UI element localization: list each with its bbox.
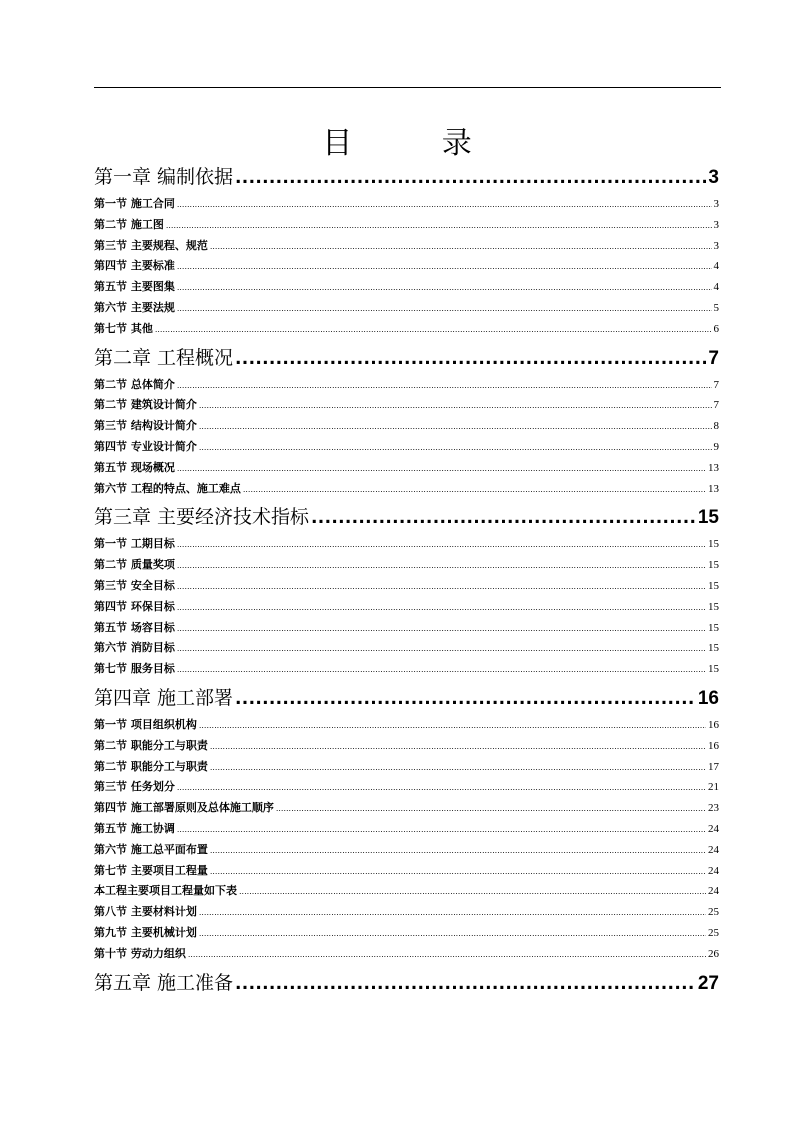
toc-section-entry[interactable] [94,799,719,820]
toc-entry-label: 第五节 主要图集 [94,280,175,294]
toc-section-entry[interactable] [94,278,719,299]
toc-entry-page-number: 17 [708,760,719,773]
header-rule [94,87,721,88]
toc-entry-label: 第十节 劳动力组织 [94,946,186,960]
toc-chapter-entry[interactable] [94,683,719,712]
dot-leader [177,603,706,612]
toc-section-entry[interactable] [94,257,719,278]
dot-leader [155,325,712,334]
toc-entry-page-number: 15 [708,621,719,634]
toc-section-entry[interactable] [94,480,719,501]
dot-leader [235,349,706,369]
dot-leader [177,200,712,209]
toc-entry-page-number: 15 [708,579,719,592]
toc-entry-page-number: 24 [708,822,719,835]
toc-entry-page-number: 15 [708,663,719,676]
toc-section-entry[interactable] [94,396,719,417]
toc-section-entry[interactable] [94,841,719,862]
dot-leader [166,221,712,230]
toc-section-entry[interactable] [94,945,719,966]
toc-entry-page-number: 15 [708,538,719,551]
toc-section-entry[interactable] [94,577,719,598]
toc-entry-label: 第六节 工程的特点、施工难点 [94,481,241,495]
toc-section-entry[interactable] [94,639,719,660]
toc-entry-label: 第一节 项目组织机构 [94,717,197,731]
dot-leader [199,401,712,410]
dot-leader [243,485,706,494]
toc-entry-label: 第二节 职能分工与职责 [94,738,208,752]
toc-entry-page-number: 5 [713,301,719,314]
toc-entry-page-number: 24 [708,843,719,856]
toc-entry-page-number: 26 [708,947,719,960]
dot-leader [235,689,696,709]
toc-section-entry[interactable] [94,417,719,438]
toc-section-entry[interactable] [94,716,719,737]
toc-entry-page-number: 15 [697,507,719,529]
dot-leader [177,825,706,834]
toc-entry-page-number: 25 [708,926,719,939]
toc-entry-label: 第四节 主要标准 [94,259,175,273]
toc-chapter-entry[interactable] [94,162,719,191]
dot-leader [235,168,706,188]
dot-leader [210,763,706,772]
dot-leader [177,783,706,792]
toc-section-entry[interactable] [94,778,719,799]
toc-entry-page-number: 3 [708,167,719,188]
toc-entry-page-number: 16 [708,739,719,752]
toc-entry-label: 第一节 工期目标 [94,537,175,551]
toc-entry-page-number: 24 [708,885,719,898]
toc-section-entry[interactable] [94,376,719,397]
toc-entry-label: 第五章 施工准备 [94,971,234,994]
toc-entry-page-number: 9 [713,440,719,453]
toc-entry-page-number: 24 [708,864,719,877]
toc-entry-label: 第六节 施工总平面布置 [94,842,208,856]
dot-leader [311,508,696,528]
toc-entry-label: 第四章 施工部署 [94,686,234,709]
toc-entry-label: 第九节 主要机械计划 [94,925,197,939]
toc-entry-page-number: 16 [708,718,719,731]
toc-section-entry[interactable] [94,320,719,341]
toc-entry-page-number: 13 [708,482,719,495]
dot-leader [177,540,706,549]
toc-entry-page-number: 3 [713,198,719,210]
toc-entry-page-number: 13 [708,461,719,474]
toc-entry-label: 第三节 结构设计简介 [94,419,197,433]
dot-leader [210,242,712,251]
toc-entry-page-number: 23 [708,802,719,815]
toc-entry-page-number: 27 [697,972,719,994]
toc-entry-page-number: 15 [708,600,719,613]
dot-leader [177,665,706,674]
toc-entry-label: 第二节 总体简介 [94,377,175,391]
toc-entry-label: 第三节 安全目标 [94,578,175,592]
toc-entry-page-number: 4 [713,281,719,294]
toc-entry-page-number: 21 [708,781,719,794]
toc-entry-label: 第四节 环保目标 [94,599,175,613]
dot-leader [177,582,706,591]
toc-entry-label: 第五节 场容目标 [94,620,175,634]
toc-section-entry[interactable] [94,237,719,258]
toc-entry-page-number: 7 [708,347,719,369]
toc-entry-label: 第三节 主要规程、规范 [94,238,208,252]
toc-entry-label: 第四节 施工部署原则及总体施工顺序 [94,801,274,815]
toc-section-entry[interactable] [94,556,719,577]
toc-entry-label: 第二节 质量奖项 [94,558,175,572]
toc-entry-label: 第四节 专业设计简介 [94,439,197,453]
dot-leader [199,721,706,730]
toc-entry-label: 第二节 建筑设计简介 [94,398,197,412]
toc-entry-page-number: 6 [713,322,719,335]
dot-leader [276,804,706,813]
dot-leader [239,887,706,896]
toc-entry-label: 第三节 任务划分 [94,780,175,794]
dot-leader [188,950,706,959]
toc-section-entry[interactable] [94,216,719,237]
dot-leader [177,624,706,633]
toc-entry-label: 第一节 施工合同 [94,197,175,210]
toc-entry-label: 第七节 主要项目工程量 [94,863,208,877]
dot-leader [199,908,706,917]
toc-entry-label: 第七节 其他 [94,321,153,335]
toc-entry-label: 第二节 施工图 [94,217,164,231]
dot-leader [177,561,706,570]
toc-entry-page-number: 4 [713,260,719,273]
dot-leader [177,283,712,292]
table-of-contents [94,160,719,1001]
toc-entry-page-number: 15 [708,559,719,572]
toc-section-entry[interactable] [94,737,719,758]
toc-entry-label: 第五节 施工协调 [94,821,175,835]
toc-entry-label: 第八节 主要材料计划 [94,905,197,919]
toc-entry-page-number: 16 [697,687,719,709]
toc-entry-label: 第二节 职能分工与职责 [94,759,208,773]
toc-section-entry[interactable] [94,619,719,640]
toc-title: 目 录 [322,126,512,161]
toc-section-entry[interactable] [94,299,719,320]
toc-entry-label: 第二章 工程概况 [94,346,234,369]
toc-entry-page-number: 15 [708,642,719,655]
toc-entry-label: 第六节 主要法规 [94,300,175,314]
toc-entry-label: 第七节 服务目标 [94,662,175,676]
toc-section-entry[interactable] [94,758,719,779]
dot-leader [177,381,712,390]
toc-section-entry[interactable] [94,195,719,216]
toc-section-entry[interactable] [94,438,719,459]
toc-section-entry[interactable] [94,862,719,883]
dot-leader [199,929,706,938]
toc-entry-page-number: 3 [713,239,719,252]
toc-section-entry[interactable] [94,535,719,556]
toc-section-entry[interactable] [94,882,719,903]
toc-chapter-entry[interactable] [94,968,719,997]
toc-entry-page-number: 3 [713,218,719,231]
toc-entry-label: 本工程主要项目工程量如下表 [94,884,237,898]
dot-leader [210,867,706,876]
dot-leader [177,262,712,271]
dot-leader [210,742,706,751]
toc-entry-page-number: 7 [713,399,719,412]
toc-section-entry[interactable] [94,459,719,480]
toc-chapter-entry[interactable] [94,343,719,372]
toc-section-entry[interactable] [94,924,719,945]
toc-section-entry[interactable] [94,903,719,924]
toc-entry-label: 第一章 编制依据 [94,166,234,188]
dot-leader [177,304,712,313]
toc-section-entry[interactable] [94,598,719,619]
toc-chapter-entry[interactable] [94,502,719,531]
toc-entry-label: 第五节 现场概况 [94,460,175,474]
toc-entry-label: 第六节 消防目标 [94,641,175,655]
toc-entry-page-number: 7 [713,378,719,391]
dot-leader [199,443,712,452]
dot-leader [177,644,706,653]
toc-section-entry[interactable] [94,660,719,681]
toc-entry-page-number: 8 [713,420,719,433]
dot-leader [210,846,706,855]
dot-leader [199,422,712,431]
toc-entry-page-number: 25 [708,906,719,919]
dot-leader [177,464,706,473]
toc-entry-label: 第三章 主要经济技术指标 [94,506,310,529]
toc-section-entry[interactable] [94,820,719,841]
dot-leader [235,974,696,994]
